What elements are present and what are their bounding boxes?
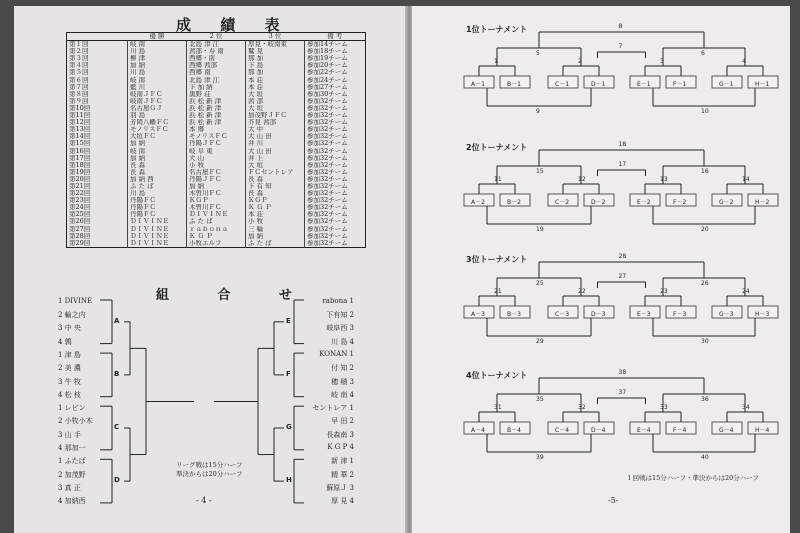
- match-number: 31: [494, 404, 502, 411]
- match-number: 11: [494, 176, 502, 183]
- match-number: 10: [701, 108, 709, 115]
- results-cell: 第19回: [69, 168, 91, 176]
- results-cell: 那 加: [246, 69, 305, 76]
- results-cell: 大 垣: [246, 162, 305, 169]
- match-number: 30: [701, 338, 709, 345]
- results-cell: 木曽川ＦＣ: [187, 190, 246, 197]
- results-cell: 第25回: [69, 211, 91, 219]
- match-number: 28: [618, 253, 627, 260]
- team-slot-label: H－3: [755, 311, 770, 318]
- results-cell: 本 荘: [246, 84, 305, 91]
- results-cell: 本 郷: [187, 126, 246, 133]
- match-number: 9: [536, 108, 540, 115]
- results-cell: 参加32チーム: [305, 183, 366, 190]
- results-cell: ふ た ば: [128, 183, 187, 190]
- group-team-right: 岐阜西 3: [326, 324, 354, 333]
- group-team-right: 付 知 2: [331, 364, 354, 373]
- results-cell: 川 島: [128, 69, 187, 76]
- results-cell: 長 森: [128, 169, 187, 176]
- results-cell: 参加32チーム: [305, 105, 366, 112]
- group-team-left: 2 小牧小木: [58, 417, 93, 426]
- team-slot-label: C－4: [555, 427, 570, 434]
- team-slot-label: F－4: [673, 427, 687, 434]
- results-cell: 加 納: [128, 62, 187, 69]
- results-cell: 大 山 田: [246, 148, 305, 155]
- results-cell: 第７回: [69, 83, 89, 91]
- team-slot-label: A－2: [471, 199, 485, 206]
- results-cell: 参加18チーム: [305, 48, 366, 55]
- results-cell: 第３回: [69, 55, 89, 63]
- team-slot-label: F－1: [673, 81, 687, 88]
- group-label: A: [114, 316, 120, 325]
- tournament-title: 1位トーナメント: [466, 25, 528, 34]
- results-cell: ＤＩＶＩＮＥ: [187, 211, 246, 218]
- results-cell: 参加32チーム: [305, 98, 366, 105]
- results-cell: 加 納: [128, 140, 187, 147]
- match-number: 35: [536, 396, 544, 403]
- team-slot-label: E－3: [637, 311, 651, 318]
- results-cell: 第27回: [69, 225, 91, 233]
- group-team-left: 4 鶉: [58, 337, 72, 346]
- match-number: 16: [701, 168, 709, 175]
- results-cell: ＫＧＰ: [187, 197, 246, 204]
- group-team-right: K G P 4: [327, 442, 354, 451]
- results-cell: 岐 南: [128, 77, 187, 84]
- group-team-right: 精 華 2: [331, 470, 354, 479]
- results-cell: 参加14チーム: [305, 41, 366, 49]
- results-cell: 第10回: [69, 104, 91, 112]
- page-number-right: -5-: [608, 496, 619, 505]
- match-number: 17: [618, 161, 627, 168]
- match-number: 36: [701, 396, 709, 403]
- team-slot-label: G－3: [719, 311, 734, 318]
- match-number: 37: [618, 389, 627, 396]
- results-cell: モノリスＦＣ: [128, 126, 187, 133]
- match-number: 6: [701, 50, 705, 57]
- group-team-left: 4 那加一: [58, 443, 86, 452]
- results-cell: 参加24チーム: [305, 77, 366, 84]
- group-label: C: [114, 423, 120, 431]
- results-cell: 大 垣: [246, 105, 305, 112]
- results-cell: ＦＣセントレア: [246, 169, 305, 176]
- results-cell: 参加32チーム: [305, 148, 366, 155]
- results-cell: 北島 津 江: [187, 77, 246, 84]
- results-cell: 第13回: [69, 126, 91, 134]
- team-slot-label: D－3: [591, 311, 606, 318]
- results-cell: 加 納: [187, 183, 246, 190]
- group-team-left: 1 津 島: [58, 351, 81, 360]
- results-cell: 第20回: [69, 175, 91, 183]
- results-cell: 加茂野ＪＦＣ: [246, 112, 305, 119]
- team-slot-label: B－4: [507, 427, 521, 434]
- match-number: 3: [660, 58, 664, 65]
- match-number: 14: [742, 176, 750, 183]
- results-cell: 本 荘: [246, 77, 305, 84]
- results-cell: 第11回: [69, 112, 91, 120]
- match-number: 23: [660, 288, 668, 295]
- team-slot-label: D－1: [591, 81, 606, 88]
- group-team-right: 新 津 1: [331, 457, 354, 466]
- results-cell: 川 島: [128, 190, 187, 197]
- group-team-right: 川 島 4: [331, 337, 354, 346]
- team-slot-label: F－3: [673, 311, 687, 318]
- results-cell: ＤＩＶＩＮＥ: [128, 226, 187, 233]
- results-cell: ふ た ば: [187, 218, 246, 225]
- match-number: 2: [578, 58, 582, 65]
- results-cell: 柳 津: [128, 55, 187, 62]
- results-cell: 参加32チーム: [305, 226, 366, 233]
- results-cell: 参加32チーム: [305, 240, 366, 248]
- results-cell: 小 牧: [187, 162, 246, 169]
- results-cell: 第22回: [69, 190, 91, 198]
- results-header: 備 考: [305, 33, 366, 41]
- match-number: 7: [618, 43, 623, 50]
- results-cell: 長 森: [246, 176, 305, 183]
- results-cell: 岐 阜 東: [187, 148, 246, 155]
- results-cell: 第21回: [69, 182, 91, 190]
- group-team-right: rabona 1: [322, 297, 354, 305]
- results-cell: 第５回: [69, 69, 89, 77]
- results-cell: 参加32チーム: [305, 197, 366, 204]
- results-cell: ＤＩＶＩＮＥ: [128, 240, 187, 248]
- group-label: F: [286, 369, 291, 378]
- results-cell: 第16回: [69, 147, 91, 155]
- match-number: 33: [660, 404, 668, 411]
- results-cell: 井 川: [246, 140, 305, 147]
- results-cell: 参加32チーム: [305, 204, 366, 211]
- group-team-right: 厚 見 4: [331, 496, 354, 505]
- match-number: 4: [742, 58, 746, 65]
- match-number: 32: [578, 404, 586, 411]
- results-cell: 岐 南: [128, 41, 187, 49]
- league-note-1: リーグ戦は15分ハーフ: [176, 461, 243, 469]
- results-title: 成 績 表: [176, 16, 292, 34]
- results-cell: 参加32チーム: [305, 211, 366, 218]
- group-team-left: 1 レビン: [58, 404, 86, 413]
- group-label: B: [114, 369, 120, 378]
- match-number: 20: [701, 226, 709, 233]
- team-slot-label: F－2: [673, 199, 687, 206]
- match-number: 1: [494, 58, 498, 65]
- team-slot-label: E－1: [637, 81, 651, 88]
- results-cell: 大 垣: [246, 91, 305, 98]
- league-note-2: 準決からは20分ハーフ: [176, 470, 243, 478]
- results-cell: 参加32チーム: [305, 190, 366, 197]
- team-slot-label: B－3: [507, 311, 521, 318]
- group-team-left: 3 牛 牧: [58, 377, 81, 386]
- match-number: 29: [536, 338, 544, 345]
- team-slot-label: A－4: [471, 427, 485, 434]
- match-number: 24: [742, 288, 750, 295]
- results-cell: 加 納: [128, 155, 187, 162]
- results-cell: 丹陽ＦＣ: [128, 197, 187, 204]
- results-cell: 岐南ＪＦＣ: [128, 91, 187, 98]
- results-cell: 北島 津 江: [187, 41, 246, 49]
- group-team-left: 3 中 央: [58, 324, 81, 333]
- results-cell: 名古屋ＦＣ: [187, 169, 246, 176]
- results-cell: 名古屋ＧＪ: [128, 105, 187, 112]
- results-cell: 参加32チーム: [305, 133, 366, 140]
- team-slot-label: B－2: [507, 199, 521, 206]
- results-cell: 川 島: [128, 48, 187, 55]
- match-number: 39: [536, 454, 544, 461]
- results-header: 3 位: [246, 33, 305, 41]
- results-cell: 岐 南: [128, 148, 187, 155]
- results-cell: 大 中: [246, 126, 305, 133]
- results-header: 2 位: [187, 33, 246, 41]
- match-number: 22: [578, 288, 586, 295]
- group-team-right: KONAN 1: [319, 350, 354, 359]
- results-cell: 第６回: [69, 76, 89, 84]
- results-cell: 参加32チーム: [305, 233, 366, 240]
- results-cell: 参加30チーム: [305, 91, 366, 98]
- results-cell: 第１回: [69, 40, 89, 49]
- group-bracket-lines: [14, 0, 407, 533]
- results-cell: 参加32チーム: [305, 126, 366, 133]
- results-cell: 参加32チーム: [305, 140, 366, 147]
- results-cell: 茜部・寿 南: [187, 48, 246, 55]
- team-slot-label: A－1: [471, 81, 485, 88]
- results-cell: モノリスＦＣ: [187, 133, 246, 140]
- team-slot-label: A－3: [471, 311, 485, 318]
- group-team-left: 4 松 枝: [58, 390, 81, 399]
- tournament-title: 2位トーナメント: [466, 143, 528, 152]
- group-label: D: [114, 476, 120, 485]
- results-cell: 丹陽ＦＣ: [128, 211, 187, 218]
- results-cell: 第12回: [69, 119, 91, 127]
- team-slot-label: G－2: [719, 199, 734, 206]
- match-number: 21: [494, 288, 502, 295]
- results-cell: 木曽川ＦＣ: [187, 204, 246, 211]
- match-number: 26: [701, 280, 709, 287]
- results-cell: ＫＧＰ: [246, 197, 305, 204]
- match-number: 25: [536, 280, 544, 287]
- results-cell: 西郷 南: [187, 69, 246, 76]
- group-team-right: 早 田 2: [331, 417, 354, 426]
- match-number: 8: [618, 23, 623, 30]
- results-cell: 第２回: [69, 48, 89, 56]
- results-cell: 丹陽ＪＦＣ: [187, 176, 246, 183]
- team-slot-label: H－4: [755, 427, 770, 434]
- results-cell: 井 上: [246, 155, 305, 162]
- team-slot-label: E－2: [637, 199, 651, 206]
- results-cell: 芳岡八幡ＦＣ: [128, 119, 187, 126]
- results-cell: 黒野 荘: [187, 91, 246, 98]
- results-cell: 那 加: [246, 55, 305, 62]
- results-cell: 厚見・岐南東: [246, 41, 305, 49]
- results-cell: 小牧エルフ: [187, 240, 246, 248]
- results-cell: 第14回: [69, 133, 91, 141]
- match-number: 40: [701, 454, 709, 461]
- group-label: E: [286, 316, 291, 325]
- group-team-right: 長森南 3: [326, 430, 354, 439]
- match-number: 12: [578, 176, 586, 183]
- group-team-left: 2 加茂野: [58, 470, 86, 479]
- match-number: 19: [536, 226, 544, 233]
- results-cell: 参加19チーム: [305, 55, 366, 62]
- group-team-left: 3 真 正: [58, 483, 81, 492]
- results-cell: 参加27チーム: [305, 84, 366, 91]
- results-cell: 参加32チーム: [305, 176, 366, 183]
- results-cell: 参加32チーム: [305, 218, 366, 225]
- results-cell: 藍 川: [128, 84, 187, 91]
- results-cell: 大垣ＦＣ: [128, 133, 187, 140]
- results-cell: 第23回: [69, 197, 91, 205]
- group-team-right: 岐 南 4: [331, 390, 354, 399]
- team-slot-label: C－2: [555, 199, 570, 206]
- group-team-left: 1 DIVINE: [58, 297, 93, 305]
- group-label: H: [286, 476, 292, 485]
- results-cell: 浜 松 新 津: [187, 112, 246, 119]
- results-cell: 羽 島: [128, 112, 187, 119]
- match-number: 15: [536, 168, 544, 175]
- results-cell: 本 荘: [246, 211, 305, 218]
- results-cell: 三 輪: [246, 226, 305, 233]
- results-cell: 下 加 納: [187, 84, 246, 91]
- match-number: 5: [536, 50, 540, 57]
- team-slot-label: G－1: [719, 81, 734, 88]
- results-cell: 参加32チーム: [305, 162, 366, 169]
- results-cell: 丹陽ＦＣ: [128, 204, 187, 211]
- results-cell: ｒａｂｏｎａ: [187, 226, 246, 233]
- results-header: 優 勝: [128, 33, 187, 41]
- results-cell: 西郷・南: [187, 55, 246, 62]
- group-team-left: 2 美 濃: [58, 364, 81, 373]
- results-cell: 第17回: [69, 154, 91, 162]
- results-cell: 参加32チーム: [305, 169, 366, 176]
- results-cell: 第８回: [69, 90, 89, 98]
- results-cell: 浜 松 新 津: [187, 105, 246, 112]
- results-cell: 加 納 西: [128, 176, 187, 183]
- page-number-left: - 4 -: [196, 496, 212, 505]
- results-cell: 茜 部: [246, 98, 305, 105]
- results-cell: Ｋ Ｇ Ｐ: [187, 233, 246, 240]
- group-team-right: セントレア 1: [312, 404, 354, 413]
- tournament-title: 3位トーナメント: [466, 255, 528, 264]
- team-slot-label: G－4: [719, 427, 734, 434]
- results-cell: 第18回: [69, 161, 91, 169]
- match-number: 18: [618, 141, 627, 148]
- tournament-title: 4位トーナメント: [466, 371, 528, 380]
- results-cell: 参加32チーム: [305, 119, 366, 126]
- results-cell: 小 牧: [246, 218, 305, 225]
- results-cell: 第15回: [69, 140, 91, 148]
- match-number: 34: [742, 404, 750, 411]
- results-cell: 大 山 田: [246, 133, 305, 140]
- team-slot-label: E－4: [637, 427, 651, 434]
- group-team-left: 4 加納西: [58, 496, 86, 505]
- team-slot-label: D－2: [591, 199, 606, 206]
- results-cell: 大 山: [187, 155, 246, 162]
- results-cell: 第26回: [69, 218, 91, 226]
- results-cell: 第９回: [69, 97, 89, 105]
- group-team-left: 3 山 手: [58, 430, 81, 439]
- results-cell: 丹陽ＪＦＣ: [187, 140, 246, 147]
- tournament-note: １回戦は15分ハーフ・準決からは20分ハーフ: [626, 474, 759, 482]
- team-slot-label: C－3: [555, 311, 570, 318]
- group-team-left: 2 輪之内: [58, 311, 86, 320]
- results-cell: 浜 松 新 津: [187, 119, 246, 126]
- group-label: G: [286, 423, 292, 431]
- results-cell: 浜 松 新 津: [187, 98, 246, 105]
- results-cell: 参加22チーム: [305, 69, 366, 76]
- results-cell: 参加32チーム: [305, 112, 366, 119]
- results-cell: 加 納: [246, 233, 305, 240]
- results-cell: 下 有 知: [246, 183, 305, 190]
- match-number: 27: [618, 273, 627, 280]
- results-cell: 鷲 見: [246, 48, 305, 55]
- results-cell: 参加32チーム: [305, 155, 366, 162]
- results-cell: 岐南ＪＦＣ: [128, 98, 187, 105]
- results-cell: 第４回: [69, 62, 89, 70]
- results-cell: ＤＩＶＩＮＥ: [128, 233, 187, 240]
- group-team-right: 下有知 2: [326, 311, 354, 320]
- team-slot-label: H－1: [755, 81, 770, 88]
- team-slot-label: B－1: [507, 81, 521, 88]
- results-cell: 第29回: [69, 239, 91, 247]
- match-number: 38: [618, 369, 627, 376]
- results-cell: Ｋ Ｇ Ｐ: [246, 204, 305, 211]
- team-slot-label: H－2: [755, 199, 770, 206]
- results-cell: 西郷 茜部: [187, 62, 246, 69]
- results-cell: 芥見 茜部: [246, 119, 305, 126]
- team-slot-label: D－4: [591, 427, 606, 434]
- results-cell: 長 森: [246, 190, 305, 197]
- draw-title: 組 合 せ: [156, 288, 315, 303]
- results-cell: 第28回: [69, 232, 91, 240]
- results-cell: 第24回: [69, 204, 91, 212]
- group-team-right: 蘇原Ｊ 3: [326, 483, 354, 492]
- results-cell: 参加20チーム: [305, 62, 366, 69]
- results-cell: 下 島: [246, 62, 305, 69]
- match-number: 13: [660, 176, 668, 183]
- results-cell: 長 森: [128, 162, 187, 169]
- results-cell: ふ た ば: [246, 240, 305, 248]
- team-slot-label: C－1: [555, 81, 570, 88]
- group-team-right: 穂 積 3: [331, 377, 354, 386]
- group-team-left: 1 ふたば: [58, 457, 86, 466]
- results-cell: ＤＩＶＩＮＥ: [128, 218, 187, 225]
